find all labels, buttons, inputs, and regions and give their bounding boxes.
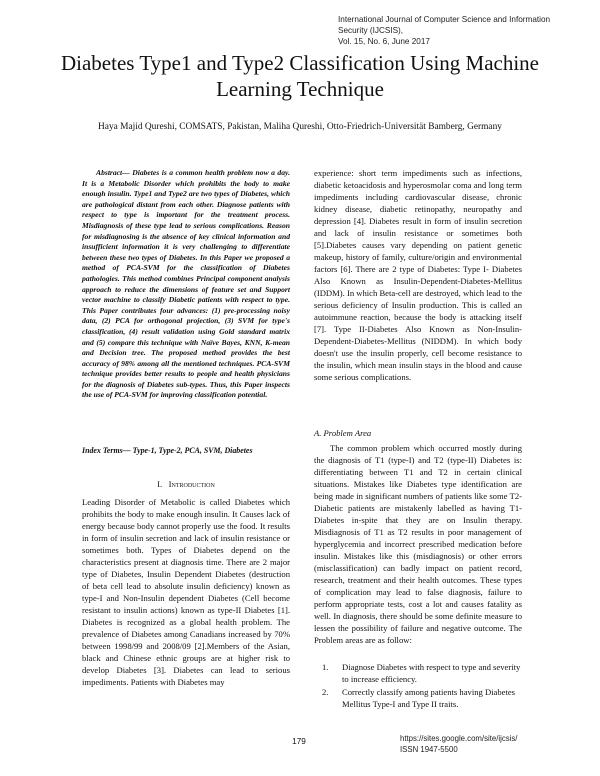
index-terms: [82, 446, 290, 455]
problem-area-text: [314, 442, 522, 646]
journal-url[interactable]: https://sites.google.com/site/ijcsis/: [400, 734, 518, 743]
list-item-text: Correctly classify among patients having Diabetes Mellitus Type-I and Type II traits.: [342, 687, 516, 709]
problem-list: [314, 661, 522, 711]
list-item-number: 2.: [322, 687, 329, 697]
paper-authors: Haya Majid Qureshi, COMSATS, Pakistan, Maliha Qureshi, Otto-Friedrich-Universität Bamberg, Germany: [98, 122, 502, 132]
index-terms-text: — Type-1, Type-2, PCA, SVM, Diabetes: [122, 446, 253, 455]
section-title: Introduction: [168, 479, 215, 489]
footer-info: [400, 734, 560, 755]
journal-volume: Vol. 15, No. 6, June 2017: [338, 37, 430, 46]
list-item-text: Diagnose Diabetes with respect to type and severity to increase efficiency.: [342, 662, 521, 684]
journal-header: [338, 14, 578, 47]
right-column-text: experience: short term impediments such as infections, diabetic ketoacidosis and hyperosmolar coma and long term impediments including cardiovascular disease, chronic kidney disease, diabetic retinopathy, neuropathy and depression [4]. Diabetes result in form of insulin secretion and lack of insulin resistance or sometimes both [5].Diabetes causes vary depending on patient genetic makeup, history of family, culture/origin and environmental factors [6]. There are 2 type of Diabetes: Type I- Diabetes Also Known as Insulin-Dependent-Diabetes-Mellitus (IDDM). In which Beta-cell are destroyed, which lead to the serious deficiency of Insulin production. This is called an autoimmune reaction, because the body is attacking itself [7]. Type II-Diabetes Also Known as Non-Insulin-Dependent-Diabetes-Mellitus (NIDDM). In which body doesn't use the insulin properly, cell become resistance to the insulin, which mean insulin stays in the blood and cause some serious complications.: [314, 168, 522, 382]
paper-title: Diabetes Type1 and Type2 Classification Using Machine Learning Technique: [60, 51, 540, 101]
introduction-text: Leading Disorder of Metabolic is called Diabetes which prohibits the body to make enough insulin. It Causes lack of energy because body cannot properly use the food. It results in form of insulin secretion and lack of insulin resistance or sometimes both. Types of Diabetes depend on the characteristics present at diagnosis time. There are 2 major type of Diabetes, Insulin Dependent Diabetes (destruction of beta cell lead to absolute insulin deficiency) known as type-I and Non-Insulin dependent Diabetes (Cell become resistant to insulin actions) known as type-II Diabetes [1]. Diabetes is recognized as a global health problem. The prevalence of Diabetes among Canadians increased by 70% between 1998/99 and 2008/09 [2].Members of the Asian, black and Chinese ethnic groups are at higher risk to develop Diabetes [3]. Diabetes can lead to serious impediments. Patients with Diabetes may: [82, 497, 290, 687]
problem-area-paragraph: The common problem which occurred mostly during the diagnosis of T1 (type-I) and T2 (type-II) Diabetes is: differentiating between T1 and T2 in certain clinical situations. Mistakes like Diabetes type identification are being made in significant numbers of patients like some T2-Diabetic patients are mistakenly labelled as having T1-Diabetes in-spite that they are on Insulin therapy. Misdiagnosis of T1 as T2 results in poor management of hyperglycemia and incorrect prescribed medication before insulin. Mistakes like this (misdiagnosis) or other errors (misclassification) can badly impact on patient record, research, treatment and their health outcomes. These types of complication may lead to false diagnosis, failure to perform appropriate tests, cost a lot and causes fatality as well. In diagnosis, there should be some definite measure to lessen the possibility of failure and negative outcome. The Problem areas are as follow:: [314, 443, 522, 645]
journal-name: International Journal of Computer Science and Information Security (IJCSIS),: [338, 15, 551, 35]
issn: ISSN 1947-5500: [400, 744, 458, 754]
page-number: 179: [292, 737, 306, 746]
abstract: [82, 168, 290, 401]
abstract-label: Abstract—: [96, 168, 130, 177]
section-number: I.: [157, 479, 163, 489]
index-terms-label: Index Terms: [82, 446, 123, 455]
section-heading-introduction: [82, 479, 290, 489]
list-item: [314, 661, 522, 685]
abstract-text: Diabetes is a common health problem now a day. It is a Metabolic Disorder which prohibits the body to make enough insulin. Type1 and Type2 are two types of Diabetes, which are pathological distant from each other. Diagnose patients with respect to type is important for the treatment process. Misdiagnosis of these type lead to serious complications. Reason for misdiagnosing is the absence of key clinical information and insufficient information it is very challenging to differentiate between these two types of Diabetes. In this Paper we proposed a method of PCA-SVM for the classification of Diabetes pathologies. This method combines Principal component analysis approach to reduce the dimensions of feature set and Support vector machine to classify Diabetic patients with respect to type. This Paper contributes four advances: (1) pre-processing noisy data, (2) PCA for orthogonal projection, (3) SVM for type's classification, (4) result validation using Gold standard matrix and (5) compare this technique with Naïve Bayes, KNN, K-mean and Decision tree. The proposed method provides the best accuracy of 98% among all the mentioned techniques. PCA-SVM technique provides better results to people and health physicians for the diagnosis of Diabetes sub-types. Thus, this Paper inspects the use of PCA-SVM for improving classification potential.: [82, 168, 290, 400]
subsection-heading-problem-area: A. Problem Area: [314, 428, 372, 438]
list-item: [314, 686, 522, 710]
list-item-number: 1.: [322, 662, 329, 672]
